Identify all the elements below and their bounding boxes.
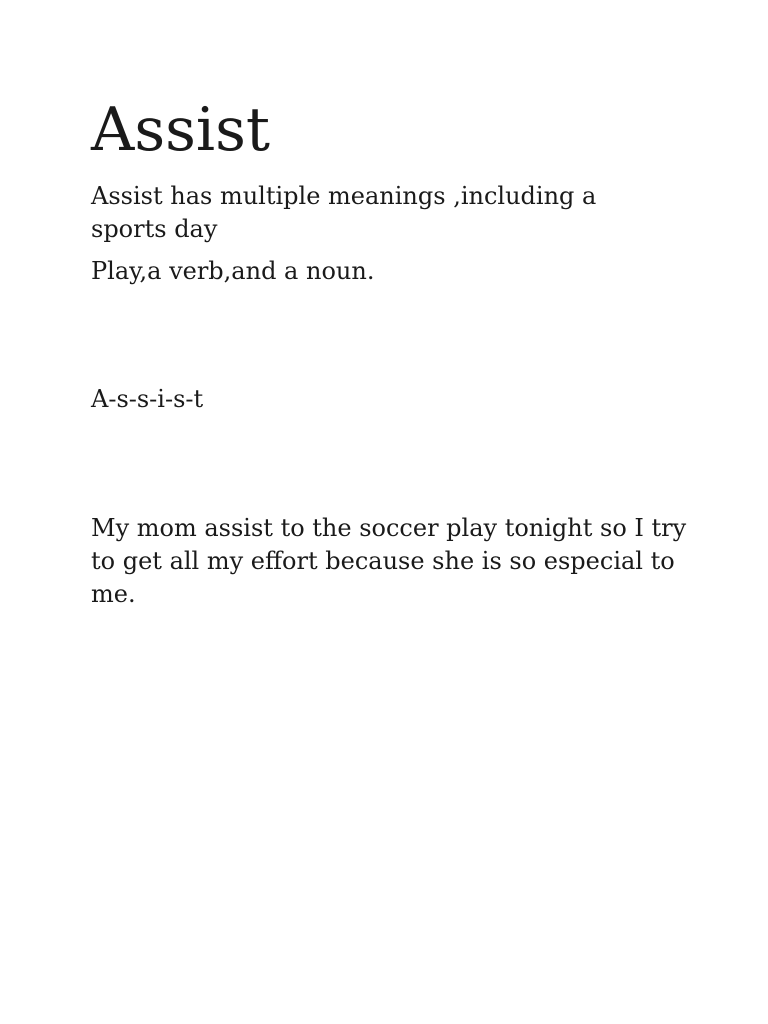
definition-paragraph: Assist has multiple meanings ,including a sports day <box>91 182 597 243</box>
parts-of-speech-paragraph: Play,a verb,and a noun. <box>91 257 375 285</box>
example-sentence-paragraph: My mom assist to the soccer play tonight so I try to get all my effort because she is so especial to me. <box>91 514 687 608</box>
spelling-paragraph: A-s-s-i-s-t <box>91 385 204 413</box>
document-title: Assist <box>91 95 271 165</box>
